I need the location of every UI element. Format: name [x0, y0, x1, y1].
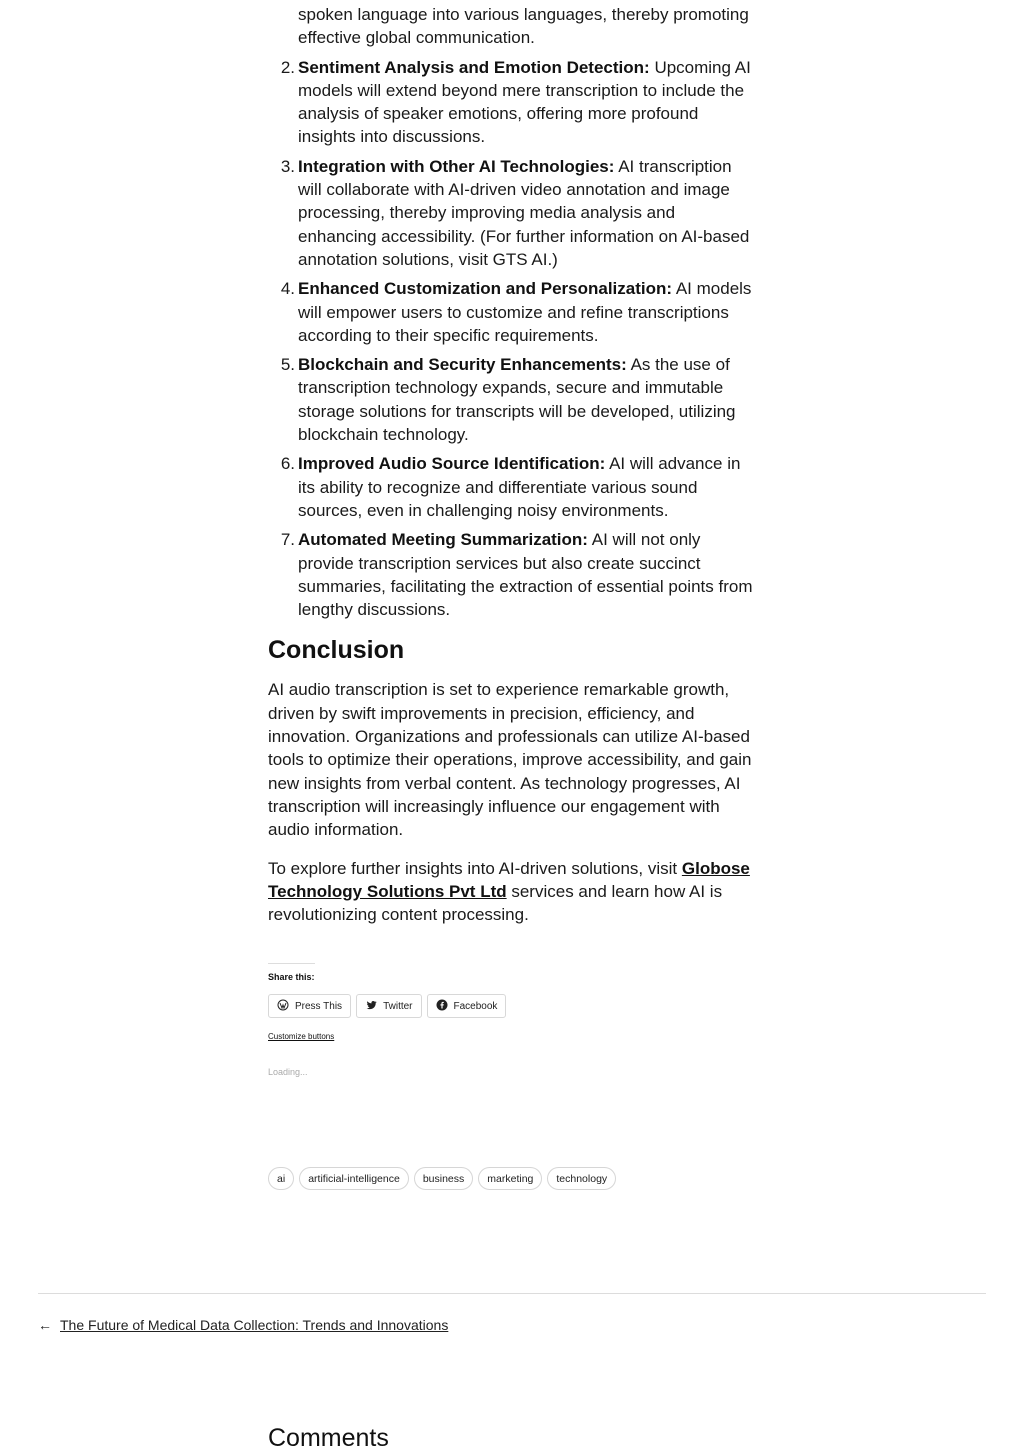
list-item-text: Upcoming AI models will extend beyond mere transcription to include the analysis of speaker emotions, offering more profound insights into discussions.	[298, 57, 751, 147]
list-item-title: Automated Meeting Summarization:	[298, 530, 588, 550]
press-this-label: Press This	[295, 1000, 343, 1012]
previous-post-link[interactable]: The Future of Medical Data Collection: Trends and Innovations	[60, 1317, 449, 1333]
loading-text: Loading...	[268, 1067, 308, 1078]
tag-artificial-intelligence[interactable]: artificial-intelligence	[299, 1167, 409, 1190]
gts-link[interactable]: Globose Technology Solutions Pvt Ltd	[268, 858, 750, 901]
list-number: 7.	[280, 530, 295, 550]
fragment-line-2: effective global communication.	[298, 28, 535, 48]
list-item	[268, 452, 758, 522]
list-item-text: AI models will empower users to customize and refine transcriptions according to their specific requirements.	[298, 279, 752, 345]
explore-text-after: services and learn how AI is revolutionizing content processing.	[268, 881, 723, 925]
share-buttons	[268, 994, 758, 1018]
press-this-button[interactable]	[268, 994, 351, 1018]
twitter-icon	[365, 999, 377, 1014]
previous-post-nav[interactable]	[38, 1317, 448, 1333]
list-item-title: Integration with Other AI Technologies:	[298, 156, 615, 176]
tag-technology[interactable]: technology	[547, 1167, 616, 1190]
list-item-title: Enhanced Customization and Personalization:	[298, 279, 673, 299]
tag-marketing[interactable]: marketing	[478, 1167, 542, 1190]
conclusion-heading: Conclusion	[268, 636, 405, 665]
tag-ai[interactable]: ai	[268, 1167, 294, 1190]
explore-text-before: To explore further insights into AI-driven solutions, visit	[268, 858, 682, 878]
list-item-text: AI will not only provide transcription services but also create succinct summaries, facilitating the extraction of essential points from lengthy discussions.	[298, 530, 753, 620]
list-number: 5.	[280, 355, 295, 375]
list-item-text: As the use of transcription technology expands, secure and immutable storage solutions for transcripts will be developed, utilizing blockchain technology.	[298, 355, 736, 445]
fragment-line-1: spoken language into various languages, thereby promoting	[298, 5, 749, 24]
list-item-title: Improved Audio Source Identification:	[298, 454, 606, 474]
facebook-button[interactable]	[427, 994, 507, 1018]
explore-paragraph	[268, 857, 758, 927]
post-navigation-divider	[38, 1293, 986, 1294]
facebook-icon	[436, 999, 448, 1014]
twitter-label: Twitter	[383, 1000, 413, 1012]
list-item-text: AI will advance in its ability to recognize and differentiate various sound sources, even in challenging noisy environments.	[298, 454, 741, 520]
customize-buttons-link[interactable]: Customize buttons	[268, 1032, 335, 1042]
list-number: 4.	[280, 279, 295, 299]
list-item-title: Blockchain and Security Enhancements:	[298, 355, 627, 375]
conclusion-paragraph: AI audio transcription is set to experience remarkable growth, driven by swift improvements in precision, efficiency, and innovation. Organizations and professionals can utilize AI-based tools to optimize their operations, improve accessibility, and gain new insights from verbal content. As technology progresses, AI transcription will increasingly influence our engagement with audio information.	[268, 680, 752, 840]
list-number: 2.	[280, 57, 295, 77]
list-item	[268, 56, 758, 149]
list-item-title: Sentiment Analysis and Emotion Detection:	[298, 57, 650, 77]
tag-business[interactable]: business	[414, 1167, 473, 1190]
twitter-button[interactable]	[356, 994, 421, 1018]
post-content	[268, 0, 758, 1190]
list-item-text: AI transcription will collaborate with AI-driven video annotation and image processing, thereby improving media analysis and enhancing accessibility. (For further information on AI-based annotation solutions, visit GTS AI.)	[298, 156, 750, 269]
list-item	[268, 277, 758, 347]
share-heading: Share this:	[268, 963, 315, 982]
list-number: 3.	[280, 156, 295, 176]
list-item	[268, 353, 758, 446]
facebook-label: Facebook	[453, 1000, 498, 1012]
future-trends-list	[268, 56, 758, 622]
share-section	[268, 941, 758, 1077]
wordpress-icon	[277, 999, 289, 1014]
list-number: 6.	[280, 454, 295, 474]
list-item	[268, 528, 758, 621]
arrow-left-icon: ←	[38, 1317, 52, 1333]
comments-heading: Comments	[268, 1424, 389, 1452]
list-item	[268, 155, 758, 271]
list-item-fragment	[268, 3, 758, 50]
post-tags	[268, 1167, 758, 1190]
